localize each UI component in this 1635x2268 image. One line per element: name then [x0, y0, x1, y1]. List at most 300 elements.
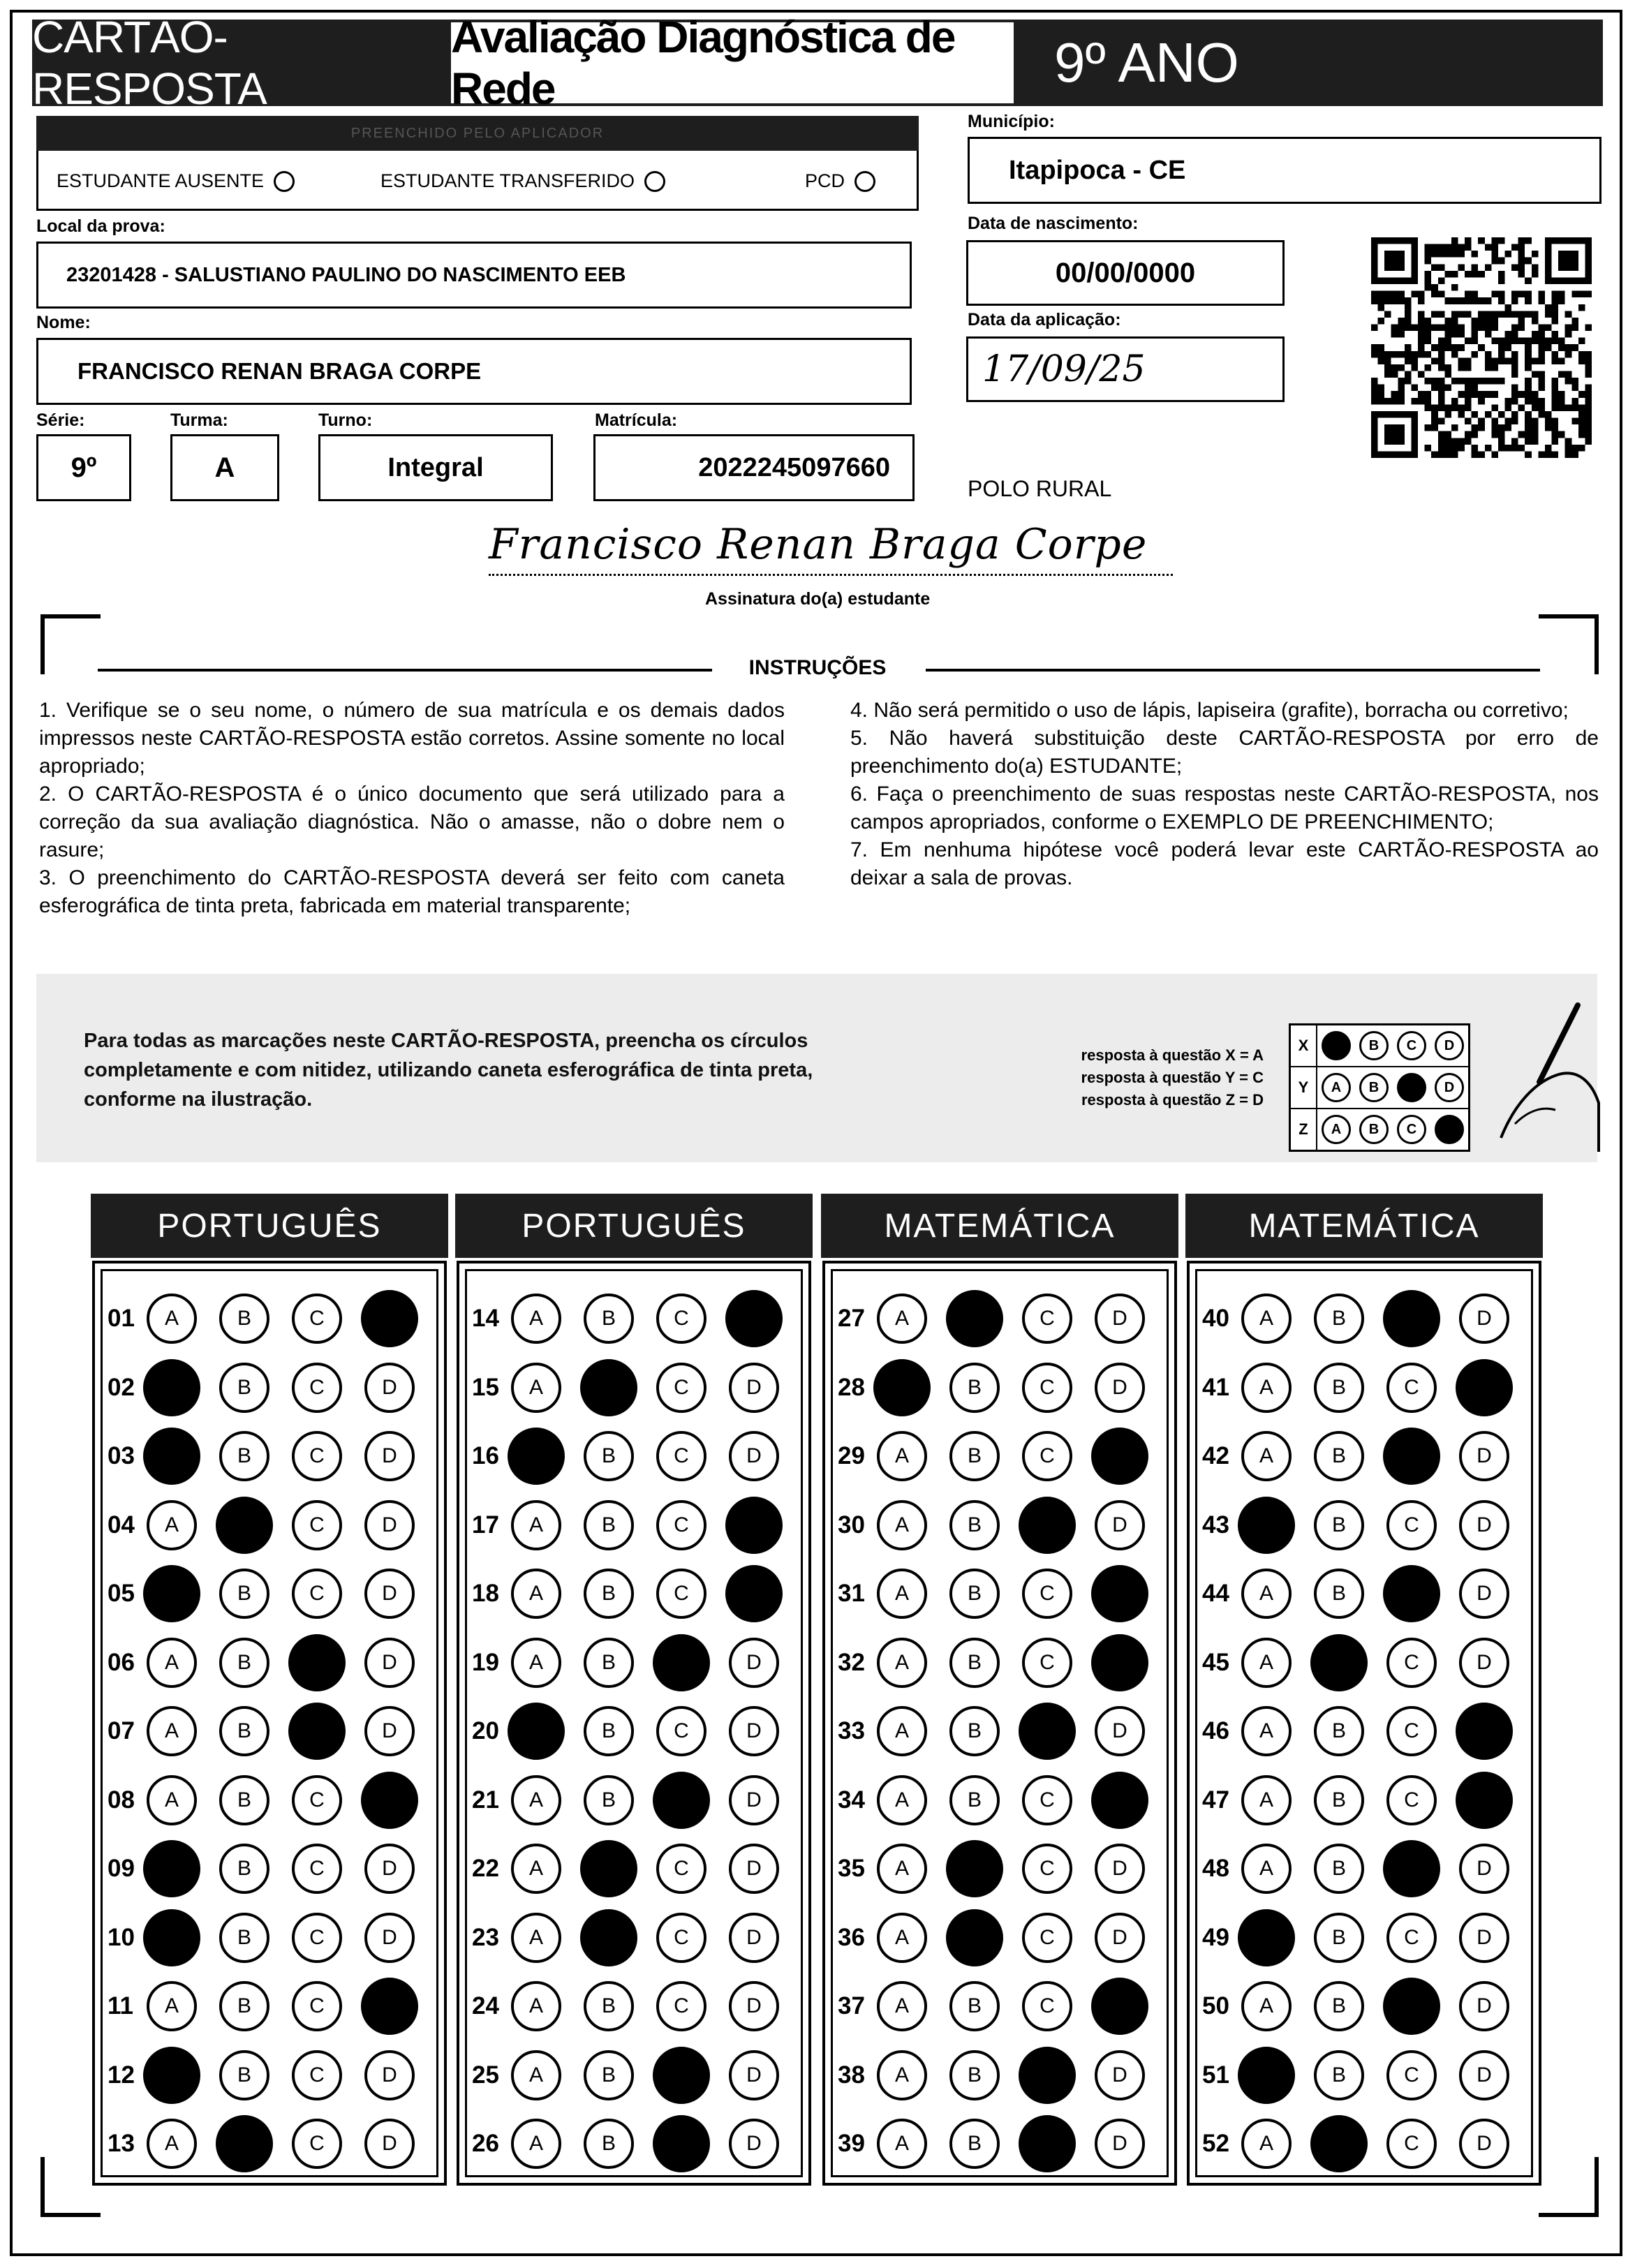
- answer-bubble-b[interactable]: B: [949, 1706, 1000, 1756]
- answer-bubble-b[interactable]: B: [219, 1706, 269, 1756]
- answer-bubble-b[interactable]: B: [584, 2119, 634, 2169]
- answer-bubble-a[interactable]: A: [877, 2119, 927, 2169]
- answer-bubble-b[interactable]: B: [219, 1431, 269, 1481]
- answer-row: [472, 1906, 801, 1969]
- answer-bubble-b[interactable]: B: [949, 2119, 1000, 2169]
- answer-row: [472, 1494, 801, 1557]
- answer-bubble-b[interactable]: [946, 1840, 1003, 1897]
- question-number: 40: [1202, 1305, 1229, 1332]
- card-label: CARTÃO-RESPOSTA: [32, 20, 451, 106]
- answer-bubble-a[interactable]: A: [877, 1844, 927, 1894]
- answer-bubble-b[interactable]: B: [219, 1844, 269, 1894]
- answer-bubble-b[interactable]: B: [1314, 1431, 1364, 1481]
- answer-bubble-d[interactable]: D: [729, 2050, 779, 2100]
- answer-bubble-c[interactable]: [1019, 1497, 1076, 1554]
- answer-bubble-d[interactable]: [361, 1978, 418, 2035]
- answer-row: [472, 1837, 801, 1900]
- answer-bubble-d[interactable]: D: [1095, 1844, 1145, 1894]
- answer-bubble-b[interactable]: B: [1314, 1363, 1364, 1413]
- answer-bubble-b[interactable]: B: [584, 1775, 634, 1825]
- transferred-option[interactable]: [380, 170, 665, 192]
- answer-bubble-b[interactable]: B: [949, 1363, 1000, 1413]
- answer-bubble-c[interactable]: C: [292, 1431, 342, 1481]
- answer-bubble-b[interactable]: B: [1314, 2050, 1364, 2100]
- answer-bubble-d[interactable]: [1091, 1978, 1148, 2035]
- answer-bubble-c[interactable]: C: [1386, 1913, 1437, 1963]
- answer-bubble-d[interactable]: D: [1095, 2050, 1145, 2100]
- answer-bubble-d[interactable]: D: [364, 1363, 415, 1413]
- question-number: 24: [472, 1992, 499, 2019]
- question-number: 51: [1202, 2061, 1229, 2089]
- answer-bubble-b[interactable]: B: [584, 1569, 634, 1619]
- answer-bubble-a[interactable]: A: [877, 1638, 927, 1688]
- answer-bubble-d[interactable]: D: [729, 1706, 779, 1756]
- question-number: 22: [472, 1855, 499, 1882]
- turno-label: Turno:: [318, 410, 373, 430]
- answer-bubble-d[interactable]: D: [1095, 1294, 1145, 1344]
- answer-bubble-b[interactable]: [216, 2115, 273, 2172]
- answer-bubble-a[interactable]: A: [511, 1363, 561, 1413]
- answer-bubble-a[interactable]: A: [1241, 2119, 1292, 2169]
- answer-bubble-d[interactable]: [725, 1290, 783, 1347]
- answer-bubble-c[interactable]: C: [1386, 2119, 1437, 2169]
- question-number: 31: [838, 1580, 865, 1607]
- answer-bubble-d[interactable]: D: [364, 2050, 415, 2100]
- example-legend-z: resposta à questão Z = D: [1081, 1091, 1264, 1109]
- answer-bubble-b[interactable]: B: [584, 1981, 634, 2031]
- question-number: 35: [838, 1855, 865, 1882]
- answer-row: [108, 1700, 437, 1763]
- answer-bubble-d[interactable]: D: [364, 1500, 415, 1550]
- answer-bubble-c[interactable]: C: [292, 1294, 342, 1344]
- answer-bubble-c[interactable]: C: [656, 1569, 706, 1619]
- answer-bubble-a[interactable]: A: [147, 1500, 197, 1550]
- question-number: 05: [108, 1580, 135, 1607]
- answer-row: [838, 1906, 1167, 1969]
- answer-bubble-d[interactable]: [725, 1565, 783, 1622]
- answer-row: [108, 1975, 437, 2038]
- answer-bubble-a[interactable]: A: [147, 1775, 197, 1825]
- answer-bubble-b[interactable]: B: [949, 1500, 1000, 1550]
- answer-bubble-b[interactable]: B: [1314, 1775, 1364, 1825]
- answer-bubble-c[interactable]: C: [656, 1363, 706, 1413]
- answer-bubble-d[interactable]: D: [1459, 1844, 1509, 1894]
- answer-bubble-d[interactable]: D: [1459, 1981, 1509, 2031]
- answer-bubble-a[interactable]: A: [511, 1775, 561, 1825]
- answer-bubble-a[interactable]: A: [511, 1500, 561, 1550]
- question-number: 08: [108, 1786, 135, 1814]
- answer-bubble-c[interactable]: C: [1022, 1569, 1072, 1619]
- answer-bubble-b[interactable]: B: [584, 2050, 634, 2100]
- answer-bubble-d[interactable]: D: [729, 1913, 779, 1963]
- answer-bubble-b[interactable]: [946, 1909, 1003, 1966]
- answer-bubble-a[interactable]: A: [1241, 1981, 1292, 2031]
- answer-bubble-c[interactable]: [288, 1703, 346, 1760]
- answer-row: [1202, 1906, 1532, 1969]
- answer-bubble-a[interactable]: [143, 1359, 200, 1416]
- example-grid: [1289, 1023, 1470, 1152]
- answer-bubble-c[interactable]: [1383, 1978, 1440, 2035]
- answer-bubble-b[interactable]: B: [1314, 1500, 1364, 1550]
- answer-bubble-d[interactable]: D: [364, 1569, 415, 1619]
- answer-bubble-a[interactable]: A: [511, 1913, 561, 1963]
- answer-bubble-b[interactable]: B: [219, 1981, 269, 2031]
- nome-value: FRANCISCO RENAN BRAGA CORPE: [77, 358, 482, 384]
- absent-label: ESTUDANTE AUSENTE: [57, 170, 265, 191]
- answer-bubble-a[interactable]: [1238, 1497, 1295, 1554]
- answer-bubble-a[interactable]: A: [877, 1913, 927, 1963]
- answer-bubble-b[interactable]: [580, 1909, 637, 1966]
- answer-row: [838, 2112, 1167, 2175]
- answer-bubble-c[interactable]: C: [292, 1981, 342, 2031]
- answer-bubble-a[interactable]: [1238, 1909, 1295, 1966]
- local-field: [36, 242, 912, 309]
- answer-bubble-c[interactable]: C: [656, 1706, 706, 1756]
- answer-bubble-a[interactable]: A: [147, 1981, 197, 2031]
- answer-row: [108, 1906, 437, 1969]
- question-number: 48: [1202, 1855, 1229, 1882]
- answer-row: [1202, 1631, 1532, 1694]
- answer-bubble-d[interactable]: D: [1095, 1706, 1145, 1756]
- answer-bubble-c[interactable]: C: [1386, 1638, 1437, 1688]
- answer-bubble-c[interactable]: C: [1386, 1500, 1437, 1550]
- answer-row: [838, 1837, 1167, 1900]
- answer-bubble-c[interactable]: C: [656, 1844, 706, 1894]
- question-number: 18: [472, 1580, 499, 1607]
- turno-value: Integral: [387, 452, 484, 482]
- local-value: 23201428 - SALUSTIANO PAULINO DO NASCIMENTO EEB: [66, 263, 626, 286]
- answer-bubble-a[interactable]: A: [1241, 1775, 1292, 1825]
- answer-bubble-d[interactable]: D: [729, 1431, 779, 1481]
- answer-bubble-b[interactable]: B: [219, 1913, 269, 1963]
- question-number: 12: [108, 2061, 135, 2089]
- section-title: PORTUGUÊS: [91, 1194, 448, 1258]
- answer-bubble-a[interactable]: A: [1241, 1706, 1292, 1756]
- answer-bubble-b[interactable]: B: [949, 1431, 1000, 1481]
- answer-bubble-c[interactable]: C: [1022, 1294, 1072, 1344]
- answer-bubble-c[interactable]: C: [1022, 1638, 1072, 1688]
- municipio-value: Itapipoca - CE: [1009, 155, 1186, 185]
- answer-bubble-b[interactable]: B: [1314, 1569, 1364, 1619]
- answer-bubble-a[interactable]: [143, 1428, 200, 1485]
- answer-bubble-a[interactable]: A: [1241, 1638, 1292, 1688]
- answer-bubble-c[interactable]: [1383, 1565, 1440, 1622]
- answer-bubble-c[interactable]: [1383, 1840, 1440, 1897]
- answer-bubble-d[interactable]: D: [729, 1981, 779, 2031]
- answer-bubble-c[interactable]: C: [1022, 1363, 1072, 1413]
- transferred-radio[interactable]: [644, 171, 665, 192]
- instructions-title: INSTRUÇÕES: [748, 656, 887, 679]
- answer-bubble-c[interactable]: C: [292, 1775, 342, 1825]
- answer-bubble-b[interactable]: B: [584, 1294, 634, 1344]
- answer-bubble-a[interactable]: A: [877, 1706, 927, 1756]
- answer-bubble-d[interactable]: D: [1459, 1638, 1509, 1688]
- answer-bubble-b[interactable]: B: [1314, 1706, 1364, 1756]
- answer-bubble-a[interactable]: A: [1241, 1844, 1292, 1894]
- answer-bubble-c[interactable]: C: [292, 1363, 342, 1413]
- absent-radio[interactable]: [274, 171, 295, 192]
- answer-bubble-d[interactable]: D: [729, 1638, 779, 1688]
- answer-row: [838, 2044, 1167, 2107]
- answer-bubble-a[interactable]: [143, 2047, 200, 2104]
- answer-bubble-c[interactable]: C: [1022, 1431, 1072, 1481]
- answer-bubble-a[interactable]: A: [1241, 1431, 1292, 1481]
- answer-bubble-a[interactable]: [508, 1428, 565, 1485]
- answer-bubble-d[interactable]: [361, 1290, 418, 1347]
- answer-bubble-b[interactable]: [216, 1497, 273, 1554]
- answer-row: [838, 1425, 1167, 1488]
- question-number: 09: [108, 1855, 135, 1882]
- question-number: 34: [838, 1786, 865, 1814]
- answer-bubble-a[interactable]: [508, 1703, 565, 1760]
- answer-bubble-d[interactable]: [1091, 1565, 1148, 1622]
- answer-bubble-b[interactable]: [580, 1359, 637, 1416]
- answer-bubble-d[interactable]: [1456, 1703, 1513, 1760]
- answer-bubble-d[interactable]: D: [1459, 1294, 1509, 1344]
- answer-bubble-d[interactable]: D: [364, 1638, 415, 1688]
- answer-bubble-c[interactable]: [1383, 1428, 1440, 1485]
- answer-bubble-d[interactable]: [1091, 1772, 1148, 1829]
- answer-bubble-b[interactable]: B: [219, 1294, 269, 1344]
- answer-bubble-c[interactable]: C: [292, 1569, 342, 1619]
- answer-bubble-b[interactable]: B: [584, 1638, 634, 1688]
- answer-row: [472, 1631, 801, 1694]
- answer-bubble-b[interactable]: B: [1314, 1913, 1364, 1963]
- answer-bubble-a[interactable]: A: [877, 1294, 927, 1344]
- example-legend-y: resposta à questão Y = C: [1081, 1069, 1264, 1086]
- answer-row: [472, 1287, 801, 1350]
- example-row: [1291, 1025, 1468, 1067]
- example-bubble-c: C: [1397, 1115, 1426, 1144]
- answer-bubble-b[interactable]: [1310, 1634, 1368, 1691]
- answer-bubble-d[interactable]: D: [729, 1363, 779, 1413]
- answer-bubble-a[interactable]: A: [147, 2119, 197, 2169]
- answer-bubble-b[interactable]: B: [949, 1981, 1000, 2031]
- answer-bubble-b[interactable]: [580, 1840, 637, 1897]
- answer-bubble-d[interactable]: D: [364, 2119, 415, 2169]
- answer-bubble-d[interactable]: D: [1095, 1500, 1145, 1550]
- answer-bubble-a[interactable]: [143, 1909, 200, 1966]
- answer-bubble-c[interactable]: C: [1022, 1775, 1072, 1825]
- answer-bubble-a[interactable]: A: [1241, 1363, 1292, 1413]
- answer-bubble-d[interactable]: D: [1459, 2119, 1509, 2169]
- grade-label: 9º ANO: [1014, 20, 1603, 106]
- answer-bubble-a[interactable]: A: [511, 1638, 561, 1688]
- answer-row: [472, 1425, 801, 1488]
- answer-bubble-d[interactable]: D: [1459, 1500, 1509, 1550]
- answer-bubble-b[interactable]: B: [949, 1569, 1000, 1619]
- answer-bubble-c[interactable]: C: [1386, 1363, 1437, 1413]
- answer-bubble-c[interactable]: [653, 2047, 710, 2104]
- question-number: 39: [838, 2130, 865, 2157]
- question-number: 14: [472, 1305, 499, 1332]
- absent-option[interactable]: [57, 170, 295, 192]
- answer-bubble-c[interactable]: C: [1386, 2050, 1437, 2100]
- answer-bubble-a[interactable]: A: [147, 1294, 197, 1344]
- answer-bubble-d[interactable]: D: [1095, 1363, 1145, 1413]
- question-number: 41: [1202, 1373, 1229, 1401]
- instruction-5: 5. Não haverá substituição deste CARTÃO-RESPOSTA por erro de preenchimento do(a) ESTUDANTE;: [850, 727, 1599, 778]
- answer-block: [822, 1261, 1177, 2186]
- answer-bubble-a[interactable]: [143, 1840, 200, 1897]
- matricula-label: Matrícula:: [595, 410, 678, 430]
- answer-bubble-b[interactable]: B: [1314, 1981, 1364, 2031]
- section-title: MATEMÁTICA: [1185, 1194, 1543, 1258]
- answer-bubble-a[interactable]: A: [511, 1981, 561, 2031]
- answer-bubble-c[interactable]: C: [292, 2119, 342, 2169]
- answer-bubble-d[interactable]: D: [1095, 2119, 1145, 2169]
- pcd-option[interactable]: [805, 170, 875, 192]
- answer-bubble-c[interactable]: [288, 1634, 346, 1691]
- pcd-radio[interactable]: [855, 171, 875, 192]
- answer-row: [838, 1769, 1167, 1832]
- answer-bubble-a[interactable]: A: [877, 1500, 927, 1550]
- answer-row: [1202, 1769, 1532, 1832]
- answer-bubble-d[interactable]: D: [364, 1706, 415, 1756]
- answer-bubble-b[interactable]: B: [1314, 1844, 1364, 1894]
- instruction-7: 7. Em nenhuma hipótese você poderá levar este CARTÃO-RESPOSTA ao deixar a sala de provas.: [850, 838, 1599, 889]
- answer-bubble-a[interactable]: A: [877, 1981, 927, 2031]
- answer-bubble-c[interactable]: C: [1386, 1775, 1437, 1825]
- answer-bubble-a[interactable]: A: [511, 2119, 561, 2169]
- answer-row: [108, 1425, 437, 1488]
- answer-bubble-d[interactable]: [361, 1772, 418, 1829]
- answer-row: [472, 2044, 801, 2107]
- example-bubble-d: D: [1435, 1073, 1464, 1102]
- answer-row: [1202, 1287, 1532, 1350]
- answer-bubble-c[interactable]: [653, 1772, 710, 1829]
- answer-bubble-b[interactable]: B: [219, 1569, 269, 1619]
- answer-row: [1202, 1975, 1532, 2038]
- answer-bubble-d[interactable]: D: [1459, 1569, 1509, 1619]
- answer-bubble-d[interactable]: D: [729, 1775, 779, 1825]
- answer-bubble-c[interactable]: C: [292, 1500, 342, 1550]
- question-number: 44: [1202, 1580, 1229, 1607]
- answer-bubble-b[interactable]: B: [219, 2050, 269, 2100]
- answer-bubble-c[interactable]: [1019, 2115, 1076, 2172]
- question-number: 20: [472, 1717, 499, 1744]
- answer-bubble-a[interactable]: A: [511, 1294, 561, 1344]
- answer-bubble-c[interactable]: [653, 1634, 710, 1691]
- answer-bubble-d[interactable]: D: [729, 1844, 779, 1894]
- instruction-2: 2. O CARTÃO-RESPOSTA é o único documento que será utilizado para a correção da sua avaliação diagnóstica. Não o amasse, não o dobre nem o rasure;: [39, 783, 785, 861]
- answer-bubble-a[interactable]: [873, 1359, 931, 1416]
- answer-bubble-a[interactable]: A: [147, 1706, 197, 1756]
- answer-bubble-b[interactable]: B: [584, 1706, 634, 1756]
- serie-field: [36, 434, 131, 501]
- answer-bubble-c[interactable]: C: [1022, 1981, 1072, 2031]
- answer-bubble-b[interactable]: B: [949, 1775, 1000, 1825]
- answer-bubble-d[interactable]: D: [729, 2119, 779, 2169]
- answer-bubble-a[interactable]: A: [877, 1431, 927, 1481]
- answer-bubble-c[interactable]: [653, 2115, 710, 2172]
- section-title: MATEMÁTICA: [821, 1194, 1178, 1258]
- example-bubble-b: B: [1359, 1073, 1389, 1102]
- answer-bubble-b[interactable]: B: [219, 1775, 269, 1825]
- answer-bubble-b[interactable]: B: [584, 1500, 634, 1550]
- answer-bubble-c[interactable]: C: [656, 1294, 706, 1344]
- answer-bubble-d[interactable]: D: [1459, 1431, 1509, 1481]
- answer-bubble-d[interactable]: D: [364, 1913, 415, 1963]
- answer-bubble-c[interactable]: [1383, 1290, 1440, 1347]
- answer-bubble-c[interactable]: C: [656, 1500, 706, 1550]
- answer-bubble-a[interactable]: A: [1241, 1294, 1292, 1344]
- instruction-6: 6. Faça o preenchimento de suas respostas neste CARTÃO-RESPOSTA, nos campos apropriados, conforme o EXEMPLO DE PREENCHIMENTO;: [850, 783, 1599, 833]
- answer-bubble-d[interactable]: D: [364, 1844, 415, 1894]
- answer-row: [108, 1769, 437, 1832]
- example-bubble-a: A: [1322, 1115, 1351, 1144]
- answer-block: [1187, 1261, 1541, 2186]
- instruction-4: 4. Não será permitido o uso de lápis, lapiseira (grafite), borracha ou corretivo;: [850, 699, 1569, 722]
- answer-bubble-a[interactable]: A: [511, 1844, 561, 1894]
- answer-bubble-b[interactable]: B: [219, 1363, 269, 1413]
- answer-bubble-c[interactable]: C: [1022, 1844, 1072, 1894]
- answer-bubble-c[interactable]: C: [1386, 1706, 1437, 1756]
- answer-bubble-b[interactable]: B: [949, 1638, 1000, 1688]
- answer-bubble-d[interactable]: [1456, 1772, 1513, 1829]
- answer-bubble-c[interactable]: C: [292, 2050, 342, 2100]
- answer-bubble-c[interactable]: [1019, 2047, 1076, 2104]
- answer-bubble-a[interactable]: A: [877, 2050, 927, 2100]
- answer-bubble-c[interactable]: C: [292, 1913, 342, 1963]
- answer-bubble-c[interactable]: C: [1022, 1913, 1072, 1963]
- turma-field: [170, 434, 279, 501]
- answer-bubble-a[interactable]: [1238, 2047, 1295, 2104]
- answer-bubble-c[interactable]: C: [292, 1844, 342, 1894]
- answer-bubble-d[interactable]: D: [1459, 1913, 1509, 1963]
- answer-bubble-b[interactable]: B: [584, 1431, 634, 1481]
- answer-bubble-c[interactable]: [1019, 1703, 1076, 1760]
- example-row: [1291, 1067, 1468, 1109]
- answer-bubble-c[interactable]: C: [656, 1981, 706, 2031]
- answer-bubble-a[interactable]: A: [877, 1569, 927, 1619]
- transferred-label: ESTUDANTE TRANSFERIDO: [380, 170, 635, 191]
- answer-bubble-d[interactable]: [725, 1497, 783, 1554]
- municipio-field: [968, 137, 1601, 204]
- answer-bubble-b[interactable]: B: [219, 1638, 269, 1688]
- answer-bubble-a[interactable]: A: [1241, 1569, 1292, 1619]
- signature-label: Assinatura do(a) estudante: [705, 589, 931, 609]
- answer-bubble-b[interactable]: B: [1314, 1294, 1364, 1344]
- answer-bubble-b[interactable]: [946, 1290, 1003, 1347]
- nascimento-label: Data de nascimento:: [968, 214, 1139, 233]
- answer-bubble-a[interactable]: A: [147, 1638, 197, 1688]
- question-number: 25: [472, 2061, 499, 2089]
- answer-bubble-d[interactable]: D: [1459, 2050, 1509, 2100]
- answer-bubble-d[interactable]: [1456, 1359, 1513, 1416]
- answer-bubble-d[interactable]: [1091, 1634, 1148, 1691]
- nascimento-value: 00/00/0000: [1055, 257, 1196, 288]
- answer-row: [1202, 1700, 1532, 1763]
- answer-bubble-b[interactable]: B: [949, 2050, 1000, 2100]
- question-number: 13: [108, 2130, 135, 2157]
- answer-bubble-d[interactable]: D: [1095, 1913, 1145, 1963]
- answer-bubble-a[interactable]: A: [511, 1569, 561, 1619]
- instructions-right: [850, 697, 1599, 892]
- answer-bubble-b[interactable]: [1310, 2115, 1368, 2172]
- nome-field: [36, 338, 912, 405]
- answer-bubble-c[interactable]: C: [656, 1913, 706, 1963]
- nome-label: Nome:: [36, 313, 91, 332]
- answer-row: [838, 1494, 1167, 1557]
- answer-bubble-d[interactable]: D: [364, 1431, 415, 1481]
- answer-bubble-d[interactable]: [1091, 1428, 1148, 1485]
- answer-bubble-a[interactable]: A: [511, 2050, 561, 2100]
- answer-bubble-a[interactable]: [143, 1565, 200, 1622]
- answer-bubble-c[interactable]: C: [656, 1431, 706, 1481]
- turma-value: A: [214, 452, 235, 483]
- answer-bubble-a[interactable]: A: [877, 1775, 927, 1825]
